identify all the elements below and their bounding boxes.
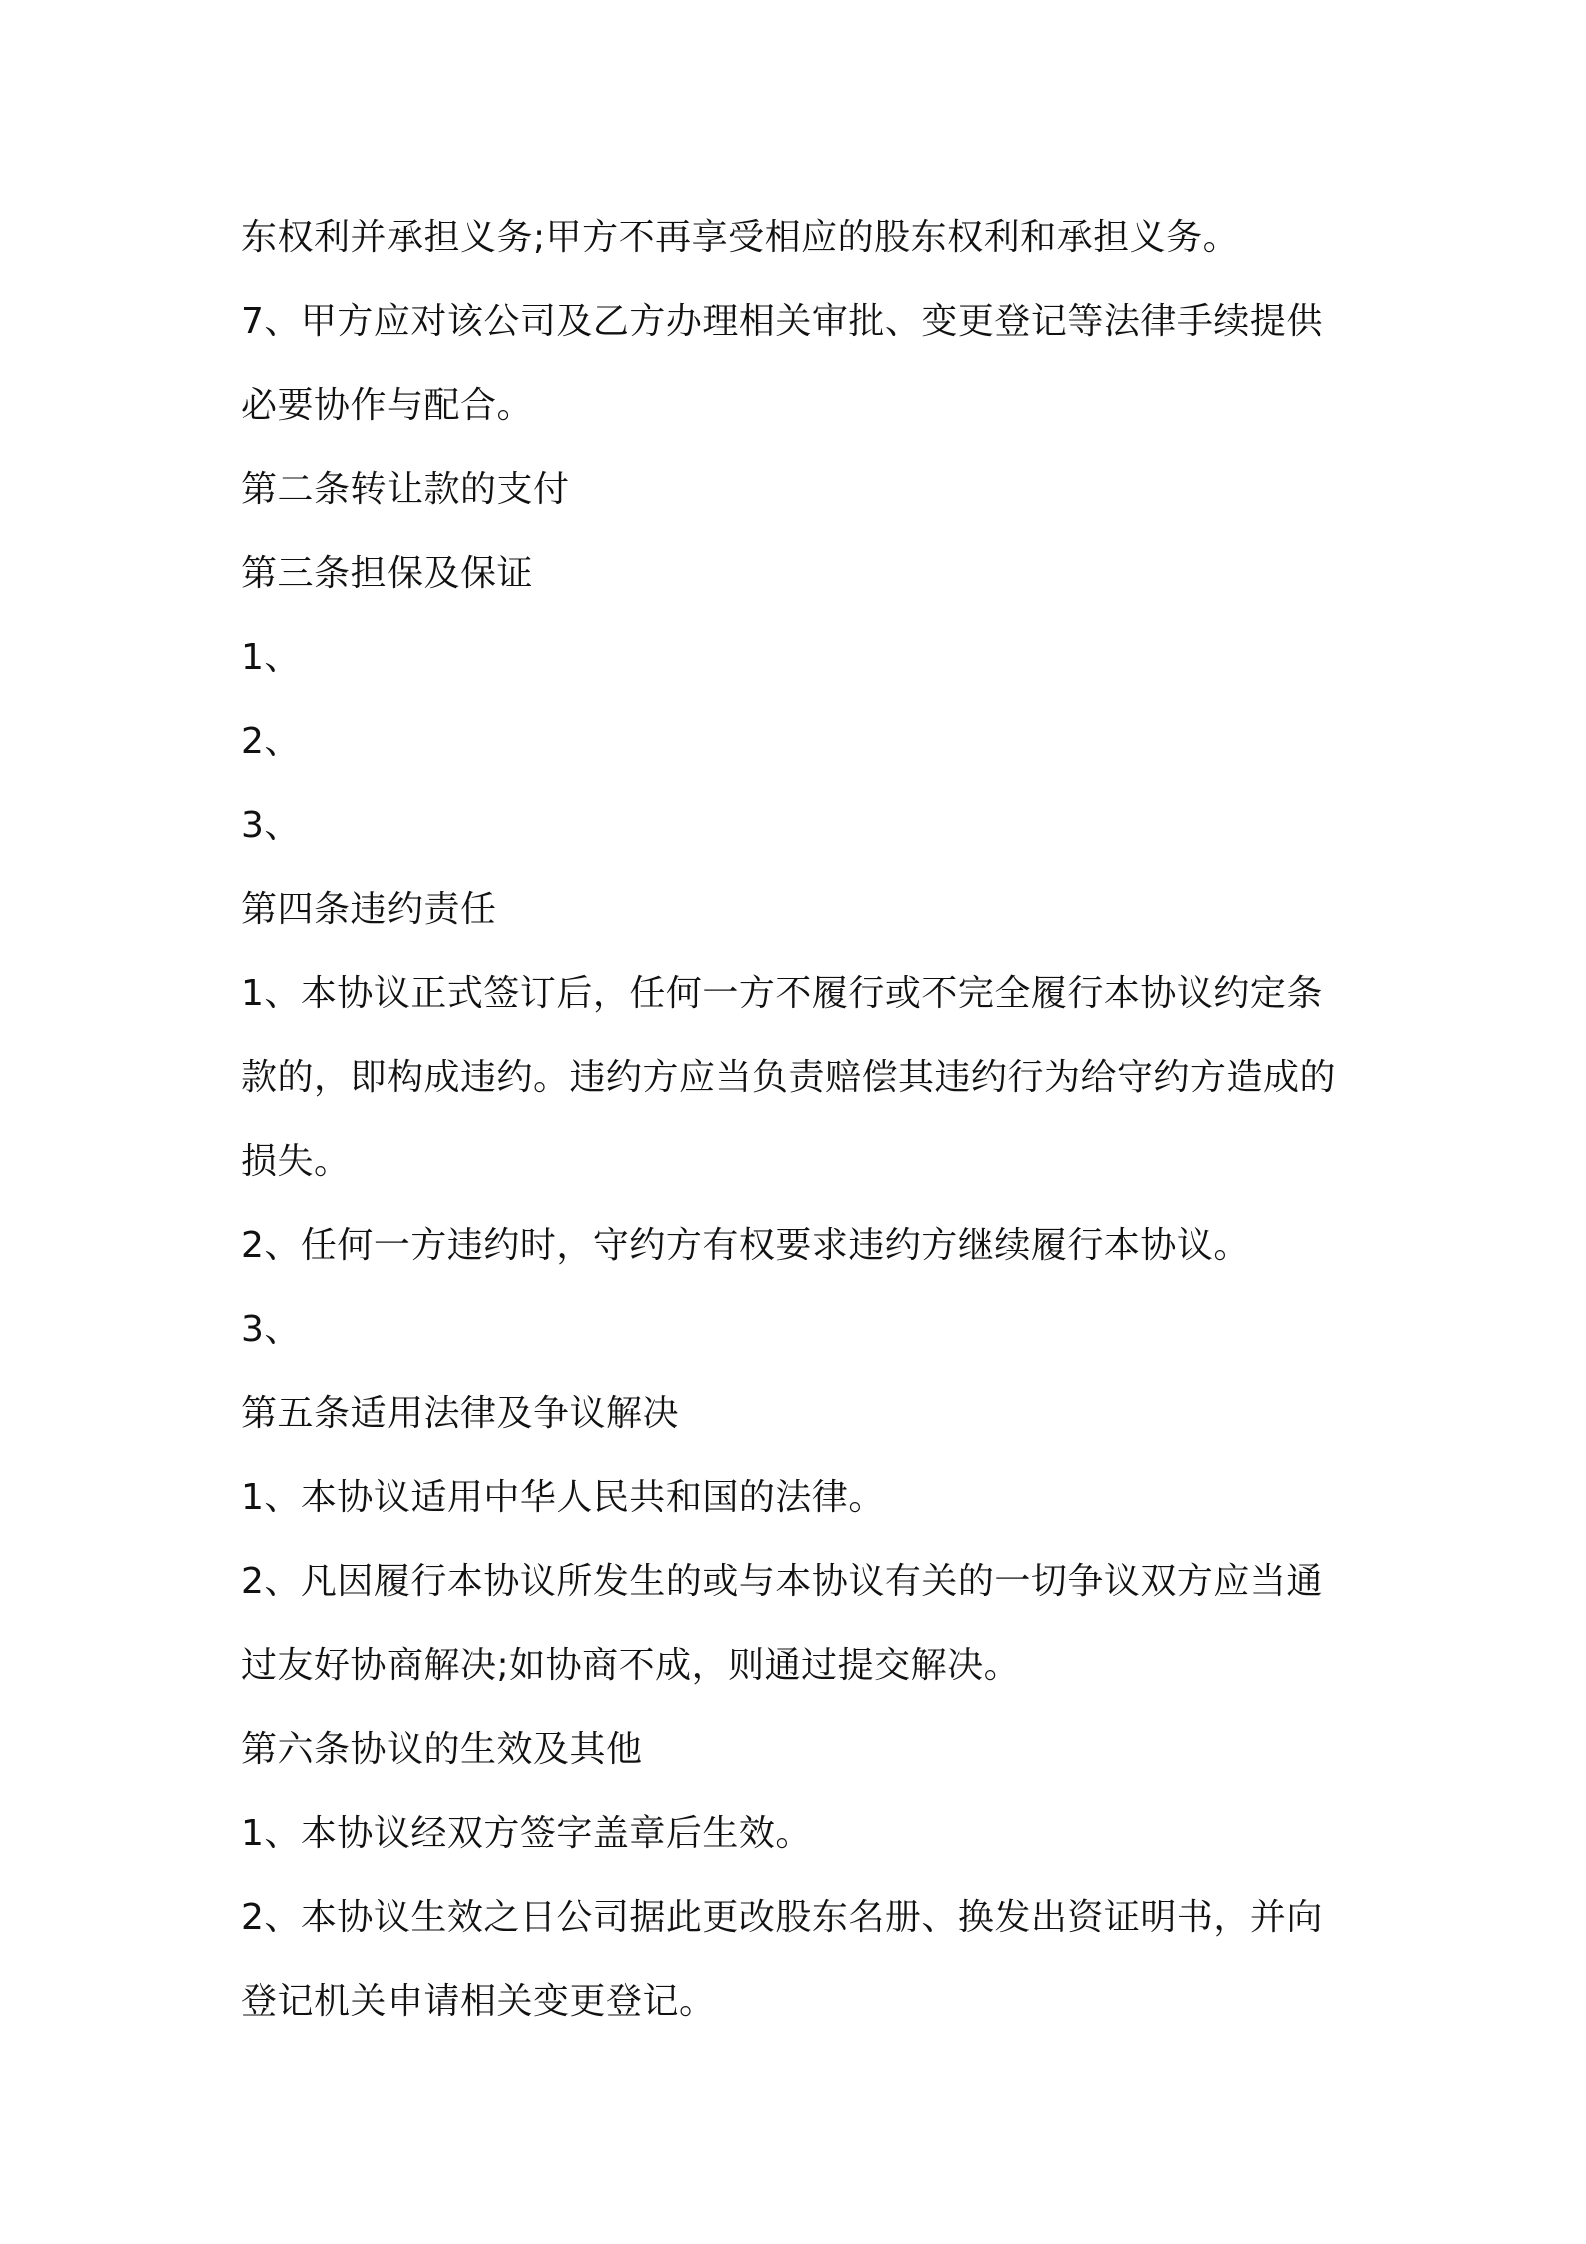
article-6-item-2-line-1: 2、本协议生效之日公司据此更改股东名册、换发出资证明书，并向 [241, 1897, 1323, 1938]
article-4-item-1-line-3: 损失。 [241, 1141, 351, 1182]
document-body [241, 196, 1361, 2044]
article-5-item-2-line-2: 过友好协商解决;如协商不成，则通过提交解决。 [241, 1645, 1021, 1686]
article-5-heading: 第五条适用法律及争议解决 [241, 1393, 680, 1434]
article-6-item-2-line-2: 登记机关申请相关变更登记。 [241, 1981, 716, 2022]
article-5-item-1: 1、本协议适用中华人民共和国的法律。 [241, 1477, 885, 1518]
article-4-item-3: 3、 [241, 1309, 301, 1350]
clause-7-line-1: 7、甲方应对该公司及乙方办理相关审批、变更登记等法律手续提供 [241, 301, 1323, 342]
article-4-item-1-line-1: 1、本协议正式签订后，任何一方不履行或不完全履行本协议约定条 [241, 973, 1323, 1014]
article-3-heading: 第三条担保及保证 [241, 553, 534, 594]
continued-paragraph-line: 东权利并承担义务;甲方不再享受相应的股东权利和承担义务。 [241, 217, 1240, 258]
article-5-item-2-line-1: 2、凡因履行本协议所发生的或与本协议有关的一切争议双方应当通 [241, 1561, 1323, 1602]
clause-7-line-2: 必要协作与配合。 [241, 385, 534, 426]
article-3-item-3: 3、 [241, 805, 301, 846]
article-6-item-1: 1、本协议经双方签字盖章后生效。 [241, 1813, 812, 1854]
article-3-item-2: 2、 [241, 721, 301, 762]
article-4-item-1-line-2: 款的，即构成违约。违约方应当负责赔偿其违约行为给守约方造成的 [241, 1057, 1337, 1098]
article-3-item-1: 1、 [241, 637, 301, 678]
article-2-heading: 第二条转让款的支付 [241, 469, 570, 510]
article-4-item-2: 2、任何一方违约时，守约方有权要求违约方继续履行本协议。 [241, 1225, 1250, 1266]
article-6-heading: 第六条协议的生效及其他 [241, 1729, 643, 1770]
article-4-heading: 第四条违约责任 [241, 889, 497, 930]
